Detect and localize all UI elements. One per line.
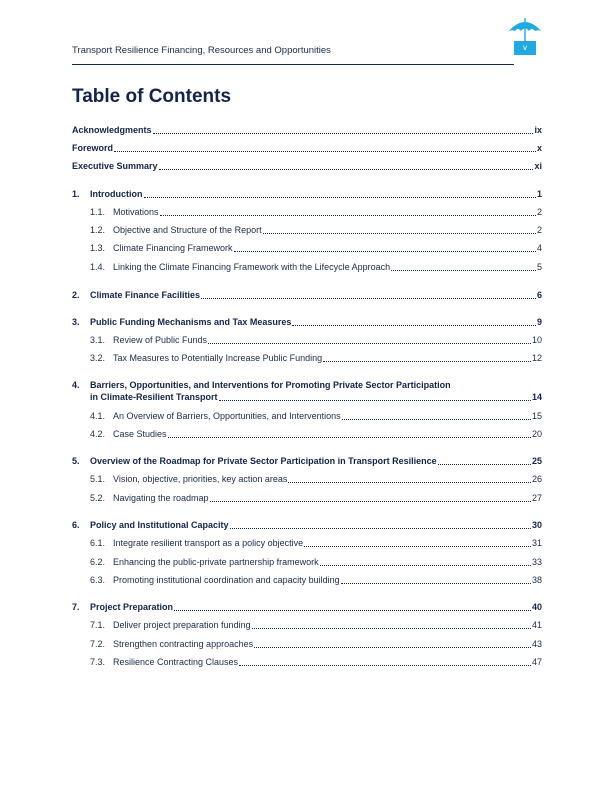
toc-section-5-2[interactable] <box>90 493 542 504</box>
toc-entry-number: 4.1. <box>90 411 106 421</box>
toc-entry-number: 6.2. <box>90 557 106 567</box>
toc-entry-page: 40 <box>531 602 542 612</box>
toc-entry-label-line2: in Climate-Resilient Transport <box>90 392 218 402</box>
toc-entry-page: 4 <box>536 243 542 253</box>
toc-chapter-1[interactable] <box>72 189 542 200</box>
toc-entry-page: 41 <box>531 620 542 630</box>
toc-entry-page: 33 <box>531 557 542 567</box>
toc-entry-executive-summary[interactable] <box>72 161 542 172</box>
toc-entry-page: 38 <box>531 575 542 585</box>
toc-section-6-2[interactable] <box>90 557 542 568</box>
leader-dots <box>210 501 531 502</box>
toc-entry-page: xi <box>534 161 542 171</box>
toc-entry-label: Deliver project preparation funding <box>113 620 251 630</box>
leader-dots <box>144 197 536 198</box>
toc-section-7-3[interactable] <box>90 657 542 668</box>
toc-entry-label: Public Funding Mechanisms and Tax Measures <box>90 317 292 327</box>
toc-entry-page: 12 <box>531 353 542 363</box>
toc-entry-number: 6.3. <box>90 575 106 585</box>
toc-entry-page: 43 <box>531 639 542 649</box>
toc-entry-label: Review of Public Funds <box>113 335 208 345</box>
leader-dots <box>323 361 531 362</box>
toc-entry-label: Motivations <box>113 207 159 217</box>
header-title: Transport Resilience Financing, Resources and Opportunities <box>72 45 331 56</box>
leader-dots <box>341 583 531 584</box>
toc-entry-page: x <box>536 143 542 153</box>
toc-entry-page: 25 <box>531 456 542 466</box>
toc-entry-label: Foreword <box>72 143 114 153</box>
leader-dots <box>438 464 531 465</box>
toc-section-1-2[interactable] <box>90 225 542 236</box>
toc-entry-label: Resilience Contracting Clauses <box>113 657 239 667</box>
toc-entry-page: 26 <box>531 474 542 484</box>
toc-entry-label: Integrate resilient transport as a policy objective <box>113 538 304 548</box>
leader-dots <box>160 215 536 216</box>
toc-entry-number: 3.2. <box>90 353 106 363</box>
toc-entry-label: Executive Summary <box>72 161 158 171</box>
toc-chapter-3[interactable] <box>72 317 542 328</box>
leader-dots <box>254 647 531 648</box>
toc-section-7-2[interactable] <box>90 639 542 650</box>
leader-dots <box>219 400 531 401</box>
page-title: Table of Contents <box>72 86 232 107</box>
toc-entry-number: 6.1. <box>90 538 106 548</box>
leader-dots <box>391 270 536 271</box>
toc-section-3-1[interactable] <box>90 335 542 346</box>
header-divider <box>72 64 514 65</box>
toc-entry-page: 47 <box>531 657 542 667</box>
toc-entry-number: 3.1. <box>90 335 106 345</box>
toc-entry-number: 7.2. <box>90 639 106 649</box>
toc-section-6-1[interactable] <box>90 538 542 549</box>
toc-entry-number: 7.3. <box>90 657 106 667</box>
leader-dots <box>234 251 536 252</box>
toc-section-4-2[interactable] <box>90 429 542 440</box>
toc-entry-label: Introduction <box>90 189 143 199</box>
toc-section-4-1[interactable] <box>90 411 542 422</box>
toc-chapter-4[interactable] <box>72 379 542 403</box>
toc-entry-page: ix <box>534 125 542 135</box>
toc-entry-label: Vision, objective, priorities, key action areas <box>113 474 288 484</box>
toc-entry-number: 1.4. <box>90 262 106 272</box>
toc-entry-number: 1. <box>72 189 80 199</box>
toc-entry-page: 15 <box>531 411 542 421</box>
toc-section-5-1[interactable] <box>90 474 542 485</box>
toc-entry-label: Climate Financing Framework <box>113 243 233 253</box>
toc-entry-number: 7.1. <box>90 620 106 630</box>
toc-section-7-1[interactable] <box>90 620 542 631</box>
toc-section-1-4[interactable] <box>90 262 542 273</box>
toc-entry-number: 7. <box>72 602 80 612</box>
toc-entry-number: 5. <box>72 456 80 466</box>
toc-entry-label: Navigating the roadmap <box>113 493 209 503</box>
leader-dots <box>174 610 531 611</box>
toc-entry-label: Promoting institutional coordination and capacity building <box>113 575 340 585</box>
toc-entry-page: 27 <box>531 493 542 503</box>
toc-entry-number: 6. <box>72 520 80 530</box>
leader-dots <box>342 419 531 420</box>
toc-chapter-6[interactable] <box>72 520 542 531</box>
toc-entry-page: 30 <box>531 520 542 530</box>
toc-chapter-2[interactable] <box>72 290 542 301</box>
toc-entry-page: 9 <box>536 317 542 327</box>
toc-entry-number: 5.1. <box>90 474 106 484</box>
leader-dots <box>159 169 534 170</box>
toc-entry-page: 5 <box>536 262 542 272</box>
toc-entry-label-line1: Barriers, Opportunities, and Interventions for Promoting Private Sector Participation <box>90 380 451 390</box>
leader-dots <box>292 325 536 326</box>
toc-entry-label: Enhancing the public-private partnership framework <box>113 557 319 567</box>
leader-dots <box>168 437 531 438</box>
leader-dots <box>263 233 536 234</box>
toc-entry-page: 20 <box>531 429 542 439</box>
toc-entry-label: Linking the Climate Financing Framework with the Lifecycle Approach <box>113 262 391 272</box>
toc-section-3-2[interactable] <box>90 353 542 364</box>
leader-dots <box>288 482 531 483</box>
leader-dots <box>208 343 531 344</box>
toc-entry-page: 14 <box>531 392 542 402</box>
toc-entry-label: Overview of the Roadmap for Private Sector Participation in Transport Resilience <box>90 456 437 466</box>
toc-entry-page: 31 <box>531 538 542 548</box>
toc-entry-page: 2 <box>536 225 542 235</box>
toc-entry-page: 6 <box>536 290 542 300</box>
toc-entry-page: 1 <box>536 189 542 199</box>
leader-dots <box>252 628 531 629</box>
toc-entry-label: Case Studies <box>113 429 167 439</box>
toc-section-1-1[interactable] <box>90 207 542 218</box>
toc-entry-label: An Overview of Barriers, Opportunities, and Interventions <box>113 411 341 421</box>
toc-entry-page: 2 <box>536 207 542 217</box>
toc-entry-number: 3. <box>72 317 80 327</box>
leader-dots <box>230 528 531 529</box>
leader-dots <box>114 151 536 152</box>
toc-entry-label: Acknowledgments <box>72 125 152 135</box>
toc-section-1-3[interactable] <box>90 243 542 254</box>
toc-entry-label: Climate Finance Facilities <box>90 290 201 300</box>
toc-chapter-5[interactable] <box>72 456 542 467</box>
toc-chapter-7[interactable] <box>72 602 542 613</box>
toc-entry-foreword[interactable] <box>72 143 542 154</box>
leader-dots <box>153 133 534 134</box>
leader-dots <box>320 565 531 566</box>
toc-entry-label: Strengthen contracting approaches <box>113 639 254 649</box>
toc-entry-number: 1.2. <box>90 225 106 235</box>
toc-entry-number: 1.1. <box>90 207 106 217</box>
toc-entry-label: Tax Measures to Potentially Increase Public Funding <box>113 353 323 363</box>
toc-entry-label: Objective and Structure of the Report <box>113 225 262 235</box>
toc-entry-number: 4. <box>72 380 80 390</box>
toc-entry-number: 2. <box>72 290 80 300</box>
toc-section-6-3[interactable] <box>90 575 542 586</box>
toc-entry-number: 4.2. <box>90 429 106 439</box>
toc-entry-label: Project Preparation <box>90 602 174 612</box>
leader-dots <box>201 298 536 299</box>
leader-dots <box>239 665 531 666</box>
toc-entry-number: 5.2. <box>90 493 106 503</box>
page-number-badge: v <box>514 41 536 55</box>
leader-dots <box>304 546 531 547</box>
toc-entry-page: 10 <box>531 335 542 345</box>
toc-entry-number: 1.3. <box>90 243 106 253</box>
toc-entry-label: Policy and Institutional Capacity <box>90 520 229 530</box>
toc-entry-acknowledgments[interactable] <box>72 125 542 136</box>
